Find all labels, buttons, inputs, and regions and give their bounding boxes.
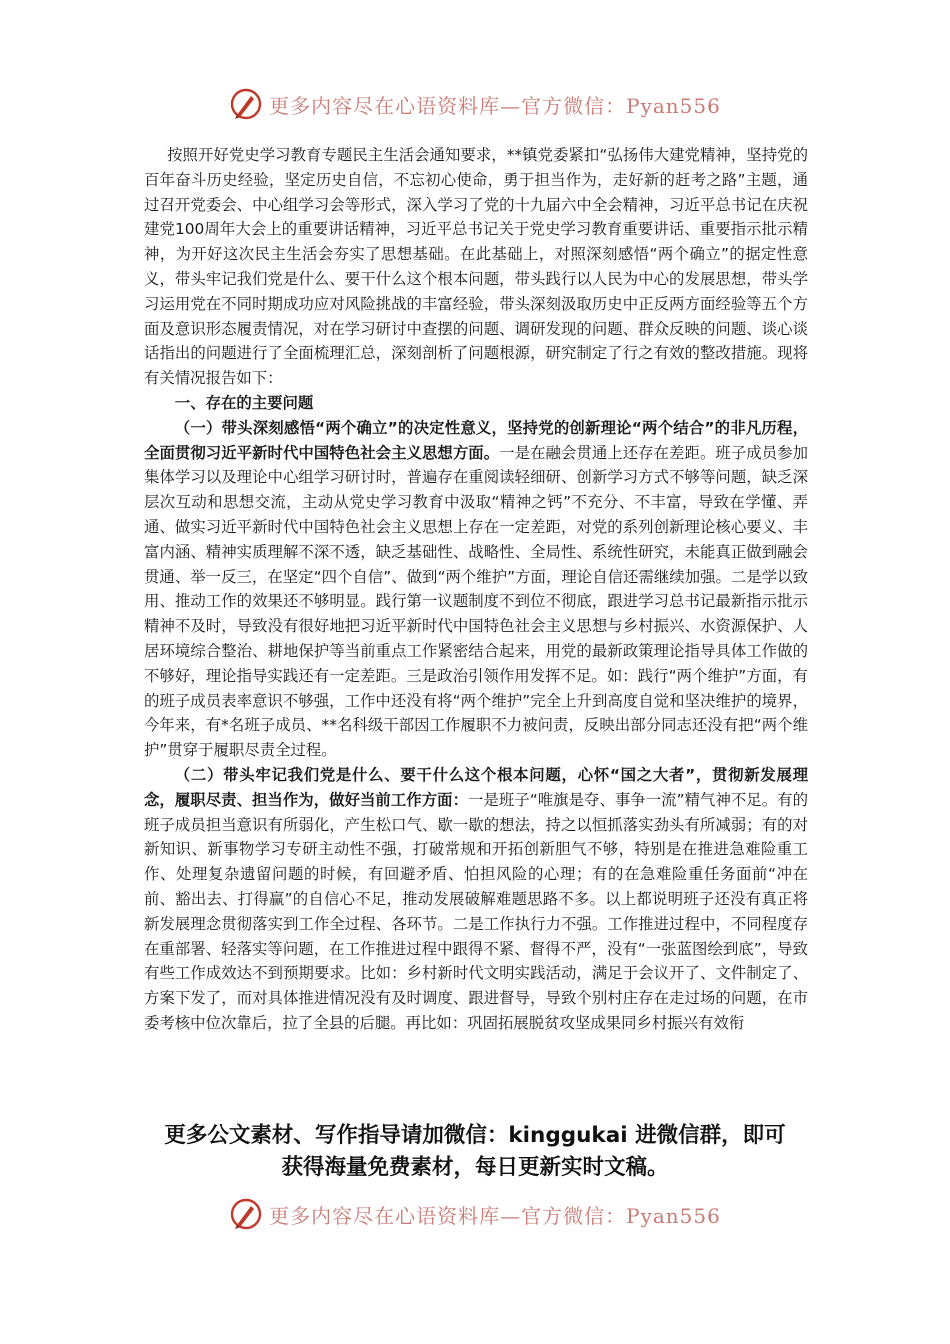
pen-logo-icon: [229, 87, 263, 121]
subsection-1-paragraph: [144, 416, 808, 763]
section-heading: 一、存在的主要问题: [174, 393, 314, 412]
promo-line-2: 获得海量免费素材，每日更新实时文稿。: [281, 1155, 669, 1180]
promo-line-1: 更多公文素材、写作指导请加微信：kinggukai 进微信群，即可: [164, 1123, 786, 1148]
subsection-2-paragraph: [144, 763, 808, 1036]
footer-banner-text: 更多内容尽在心语资料库—官方微信：Pyan556: [269, 1203, 721, 1228]
intro-paragraph: 按照开好党史学习教育专题民主生活会通知要求，**镇党委紧扣“弘扬伟大建党精神，坚持党的百年奋斗历史经验，坚定历史自信，不忘初心使命，勇于担当作为，走好新的赶考之路”主题，通过召开党委会、中心组学习会等形式，深入学习了党的十九届六中全会精神，习近平总书记在庆祝建党100周年大会上的重要讲话精神，习近平总书记关于党史学习教育重要讲话、重要指示批示精神，为开好这次民主生活会夯实了思想基础。在此基础上，对照深刻感悟“两个确立”的据定性意义，带头牢记我们党是什么、要干什么这个根本问题，带头践行以人民为中心的发展思想，带头学习运用党在不同时期成功应对风险挑战的丰富经验，带头深刻汲取历史中正反两方面经验等五个方面及意识形态履责情况，对在学习研讨中查摆的问题、调研发现的问题、群众反映的问题、谈心谈话指出的问题进行了全面梳理汇总，深刻剖析了问题根源，研究制定了行之有效的整改措施。现将有关情况报告如下：: [144, 146, 808, 388]
header-banner: [0, 80, 950, 128]
pen-logo-icon: [229, 1197, 263, 1231]
subsection-1-text: 一是在融会贯通上还存在差距。班子成员参加集体学习以及理论中心组学习研讨时，普遍存在重阅读轻细研、创新学习方式不够等问题，缺乏深层次互动和思想交流，主动从党史学习教育中汲取“精神之钙”不充分、不丰富，导致在学懂、弄通、做实习近平新时代中国特色社会主义思想上存在一定差距，对党的系列创新理论核心要义、丰富内涵、精神实质理解不深不透，缺乏基础性、战略性、全局性、系统性研究，未能真正做到融会贯通、举一反三，在坚定“四个自信”、做到“两个维护”方面，理论自信还需继续加强。二是学以致用、推动工作的效果还不够明显。践行第一议题制度不到位不彻底，跟进学习总书记最新指示批示精神不及时，导致没有很好地把习近平新时代中国特色社会主义思想与乡村振兴、水资源保护、人居环境综合整治、耕地保护等当前重点工作紧密结合起来，用党的最新政策理论指导具体工作做的不够好，理论指导实践还有一定差距。三是政治引领作用发挥不足。如：践行“两个维护”方面，有的班子成员表率意识不够强，工作中还没有将“两个维护”完全上升到高度自觉和坚决维护的境界，今年来，有*名班子成员、**名科级干部因工作履职不力被问责，反映出部分同志还没有把“两个维护”贯穿于履职尽责全过程。: [144, 443, 808, 760]
subsection-2-text: 一是班子“唯旗是夺、事争一流”精气神不足。有的班子成员担当意识有所弱化，产生松口气、歇一歇的想法，持之以恒抓落实劲头有所减弱；有的对新知识、新事物学习专研主动性不强，打破常规和开拓创新胆气不够，特别是在推进急难险重工作、处理复杂遗留问题的时候，有回避矛盾、怕担风险的心理；有的在急难险重任务面前“冲在前、豁出去、打得赢”的自信心不足，推动发展破解难题思路不多。以上都说明班子还没有真正将新发展理念贯彻落实到工作全过程、各环节。二是工作执行力不强。工作推进过程中，不同程度存在重部署、轻落实等问题，在工作推进过程中跟得不紧、督得不严，没有“一张蓝图绘到底”，导致有些工作成效达不到预期要求。比如：乡村新时代文明实践活动，满足于会议开了、文件制定了、方案下发了，而对具体推进情况没有及时调度、跟进督导，导致个别村庄存在走过场的问题，在市委考核中位次靠后，拉了全县的后腿。再比如：巩固拓展脱贫攻坚成果同乡村振兴有效衔: [144, 790, 808, 1032]
subsection-2-title: （二）带头牢记我们党是什么、要干什么这个根本问题，心怀“国之大者”，贯彻新发展理念，履职尽责、担当作为，做好当前工作方面：: [144, 765, 808, 809]
subsection-1-title: （一）带头深刻感悟“两个确立”的决定性意义，坚持党的创新理论“两个结合”的非凡历程，全面贯彻习近平新时代中国特色社会主义思想方面。: [144, 418, 808, 462]
header-banner-text: 更多内容尽在心语资料库—官方微信：Pyan556: [269, 93, 721, 118]
promo-notice: [130, 1120, 820, 1184]
footer-banner: [0, 1190, 950, 1238]
document-body: [144, 143, 808, 1036]
